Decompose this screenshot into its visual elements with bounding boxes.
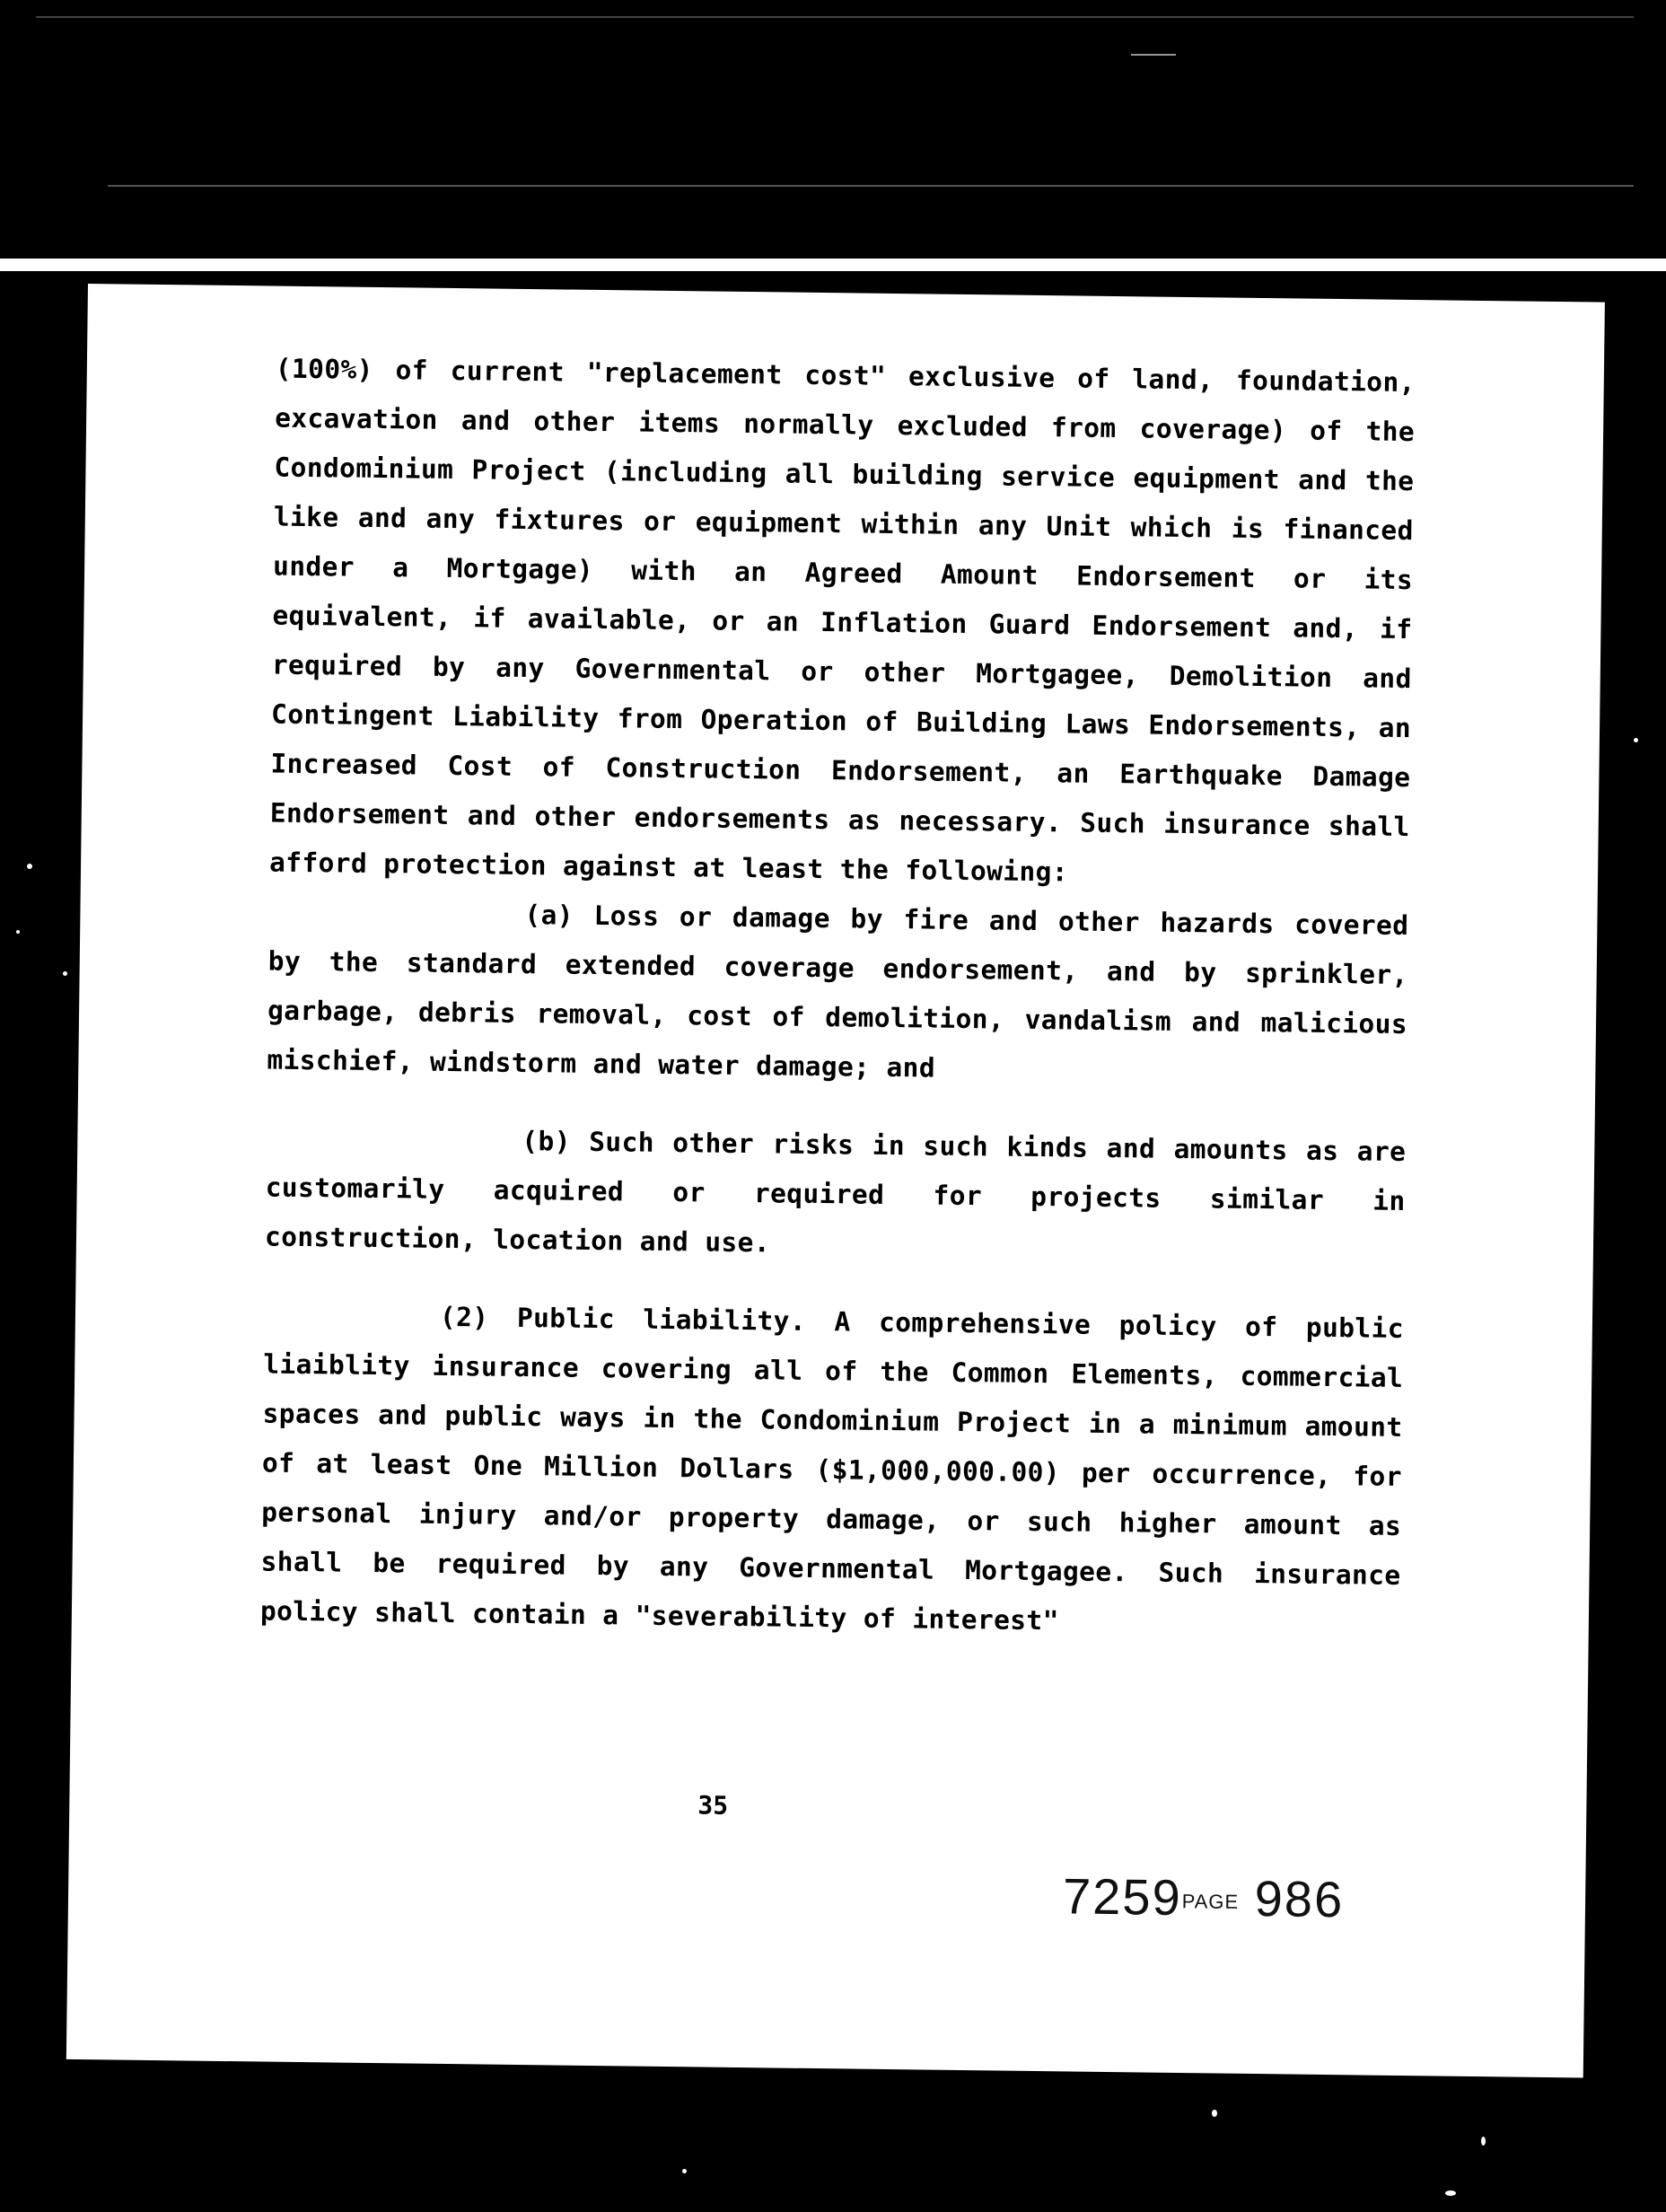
paragraph-public-liability: (2) Public liability. A comprehensive policy of public liaiblity insurance covering all of the Common Elements, commercial spaces and public ways in the Condominium Project in a minimum amount of at least One Million Dollars ($1,000,000.00) per occurrence, for personal injury and/or property damage, or such higher amount as shall be required by any Governmental Mortgagee. Such insurance policy shall contain a "severability of interest" — [259, 1301, 1405, 1637]
scan-speck — [1558, 1382, 1565, 1387]
paragraph-replacement-cost: (100%) of current "replacement cost" exclusive of land, foundation, excavation and other items normally excluded from coverage) of the Condominium Project (including all building service equipment and the like and any fixtures or equipment within any Unit which is financed under a Mortgage) with an Agreed Amount Endorsement or its equivalent, if available, or an Inflation Guard Endorsement and, if required by any Governmental or other Mortgagee, Demolition and Contingent Liability from Operation of Building Laws Endorsements, an Increased Cost of Construction Endorsement, an Earthquake Damage Endorsement and other endorsements as necessary. Such insurance shall afford protection against at least the following: — [268, 353, 1416, 888]
scan-speck — [1481, 2137, 1486, 2146]
scan-speck — [682, 2169, 687, 2173]
scan-artifact-line — [1131, 54, 1176, 56]
stamp-page-label: PAGE — [1181, 1890, 1240, 1914]
book-page-stamp — [1063, 1866, 1345, 1928]
document-body — [260, 345, 1416, 1650]
scanner-top-band — [0, 0, 1666, 260]
paragraph-item-a: (a) Loss or damage by fire and other hazards covered by the standard extended coverage endorsement, and by sprinkler, garbage, debris removal, cost of demolition, vandalism and malicious mischief, windstorm and water damage; and — [267, 899, 1409, 1084]
scan-speck — [1634, 738, 1638, 742]
stamp-book-number: 7259 — [1062, 1867, 1183, 1927]
scan-speck — [1445, 2190, 1456, 2196]
margin-bracket-mark: ( — [158, 895, 178, 952]
document-page — [66, 284, 1605, 2077]
scan-speck — [63, 971, 67, 976]
scan-speck — [1212, 2110, 1217, 2117]
page-top-edge — [0, 259, 1666, 271]
scan-speck — [27, 864, 32, 869]
scan-artifact-line — [108, 185, 1634, 187]
page-number: 35 — [697, 1790, 729, 1821]
margin-bracket-mark: ( — [144, 1342, 157, 1379]
paragraph-item-b: (b) Such other risks in such kinds and amounts as are customarily acquired or required for projects similar in construction, location and use. — [264, 1125, 1407, 1259]
stamp-page-number: 986 — [1254, 1870, 1345, 1928]
scan-speck — [16, 930, 20, 934]
scan-artifact-line — [36, 16, 1634, 18]
